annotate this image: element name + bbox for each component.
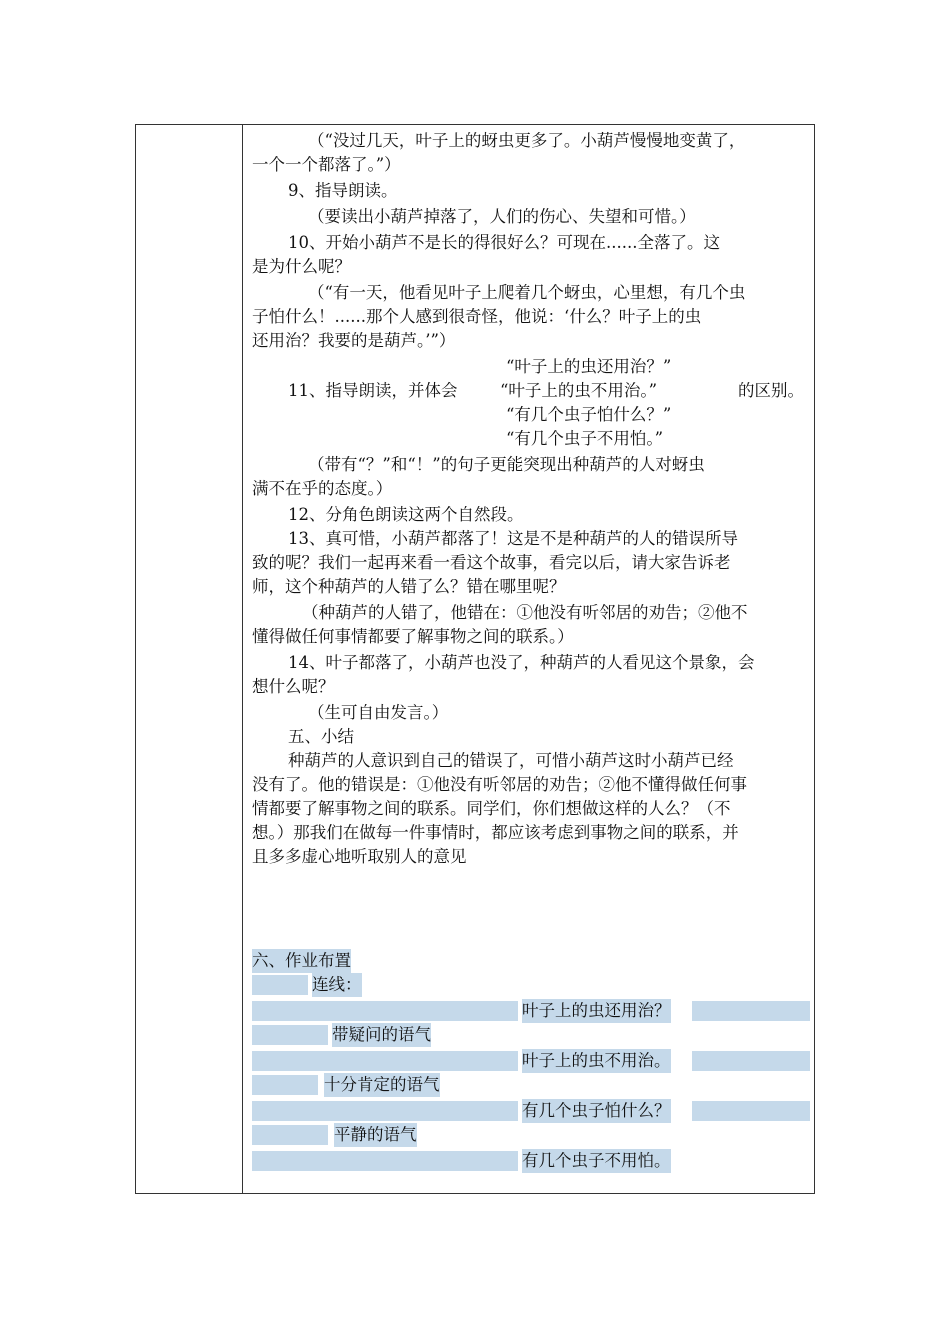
text-line: 9、指导朗读。 — [288, 181, 398, 200]
highlight-bar — [692, 1101, 810, 1121]
text-line: 懂得做任何事情都要了解事物之间的联系。） — [252, 627, 574, 646]
match-right-3: 有几个虫子怕什么？ — [522, 1099, 671, 1123]
text-line: 满不在乎的态度。） — [252, 479, 393, 498]
match-left-2: 十分肯定的语气 — [324, 1073, 440, 1097]
text-line: 是为什么呢？ — [252, 257, 351, 276]
text-line: （“没过几天，叶子上的蚜虫更多了。小葫芦慢慢地变黄了， — [308, 131, 746, 150]
sentence-1: “叶子上的虫还用治？” — [506, 357, 672, 376]
highlight-bar — [252, 1001, 518, 1021]
highlight-bar — [692, 1001, 810, 1021]
text-line: 没有了。他的错误是：①他没有听邻居的劝告；②他不懂得做任何事 — [252, 775, 747, 794]
text-line: 还用治？我要的是葫芦。’”） — [252, 331, 456, 350]
match-left-3: 平静的语气 — [334, 1123, 417, 1147]
text-line: 想什么呢？ — [252, 677, 335, 696]
highlight-bar — [252, 1075, 318, 1095]
text-line: 且多多虚心地听取别人的意见 — [252, 847, 467, 866]
highlight-bar — [252, 1101, 518, 1121]
text-line: 13、真可惜，小葫芦都落了！这是不是种葫芦的人的错误所导 — [288, 529, 738, 548]
text-line: 14、叶子都落了，小葫芦也没了，种葫芦的人看见这个景象，会 — [288, 653, 755, 672]
match-right-1: 叶子上的虫还用治？ — [522, 999, 671, 1023]
text-line: （生可自由发言。） — [308, 703, 449, 722]
text-line: 一个一个都落了。”） — [252, 155, 401, 174]
text-line: 11、指导朗读，并体会 — [288, 381, 458, 400]
match-right-2: 叶子上的虫不用治。 — [522, 1049, 671, 1073]
text-line: 10、开始小葫芦不是长的得很好么？可现在......全落了。这 — [288, 233, 720, 252]
column-divider — [242, 125, 243, 1193]
sentence-4: “有几个虫子不用怕。” — [506, 429, 664, 448]
lesson-table — [135, 124, 815, 1194]
match-left-1: 带疑问的语气 — [332, 1023, 431, 1047]
highlight-bar — [252, 975, 308, 995]
sentence-2: “叶子上的虫不用治。” — [500, 381, 658, 400]
text-line: 种葫芦的人意识到自己的错误了，可惜小葫芦这时小葫芦已经 — [288, 751, 734, 770]
section-heading: 五、小结 — [288, 727, 354, 746]
text-line: 情都要了解事物之间的联系。同学们，你们想做这样的人么？（不 — [252, 799, 731, 818]
highlight-bar — [252, 1025, 328, 1045]
highlight-bar — [252, 1051, 518, 1071]
homework-heading: 六、作业布置 — [252, 949, 351, 973]
sentence-3: “有几个虫子怕什么？” — [506, 405, 672, 424]
highlight-bar — [692, 1051, 810, 1071]
highlight-bar — [252, 1151, 518, 1171]
text-line: （“有一天，他看见叶子上爬着几个蚜虫，心里想，有几个虫 — [308, 283, 746, 302]
match-right-4: 有几个虫子不用怕。 — [522, 1149, 671, 1173]
text-line: （带有“？”和“！”的句子更能突现出种葫芦的人对蚜虫 — [308, 455, 705, 474]
text-line: （要读出小葫芦掉落了，人们的伤心、失望和可惜。） — [308, 207, 696, 226]
text-line: 师，这个种葫芦的人错了么？错在哪里呢？ — [252, 577, 566, 596]
text-line: 子怕什么！......那个人感到很奇怪，他说：‘什么？叶子上的虫 — [252, 307, 702, 326]
text-line: 致的呢？我们一起再来看一看这个故事，看完以后，请大家告诉老 — [252, 553, 731, 572]
highlight-bar — [252, 1125, 328, 1145]
text-line: （种葫芦的人错了，他错在：①他没有听邻居的劝告；②他不 — [302, 603, 748, 622]
text-line: 的区别。 — [738, 381, 804, 400]
text-line: 12、分角色朗读这两个自然段。 — [288, 505, 524, 524]
text-line: 想。）那我们在做每一件事情时，都应该考虑到事物之间的联系，并 — [252, 823, 739, 842]
homework-instruction: 连线： — [312, 973, 362, 997]
